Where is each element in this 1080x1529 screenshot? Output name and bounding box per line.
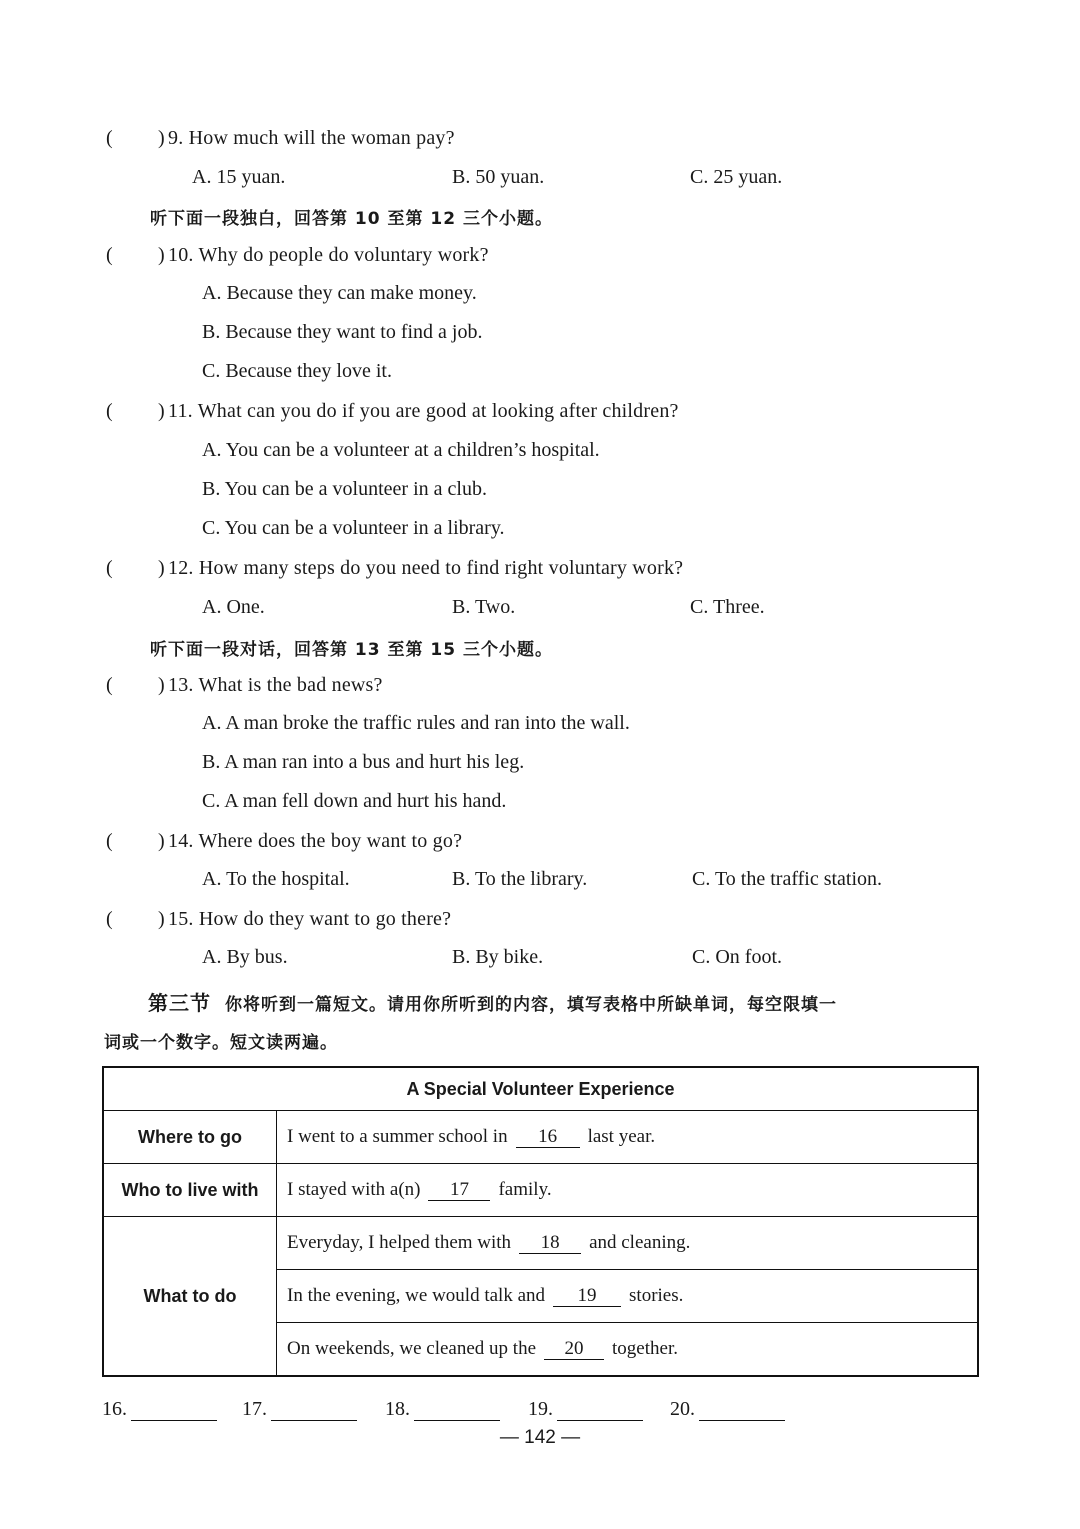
answer-blank-18[interactable]: 18. — [385, 1398, 500, 1421]
answer-paren-close: ) — [158, 830, 165, 852]
blank-16: 16 — [516, 1127, 580, 1148]
question-number: 15 — [168, 908, 189, 930]
option-a: A. To the hospital. — [202, 868, 350, 890]
option-b: B. By bike. — [452, 946, 544, 968]
answer-paren-close: ) — [158, 127, 165, 149]
table-row: In the evening, we would talk and 19 stories. — [277, 1270, 979, 1323]
option-b: B. To the library. — [452, 868, 588, 890]
option-a: A. A man broke the traffic rules and ran into the wall. — [202, 712, 630, 734]
option-a: A. Because they can make money. — [202, 282, 477, 304]
option-b: B. Because they want to find a job. — [202, 321, 483, 343]
option-b: B. Two. — [452, 596, 516, 618]
question-number: 13 — [168, 674, 189, 696]
answer-paren-open: ( — [106, 674, 113, 696]
section3-title: 第三节 — [148, 991, 211, 1015]
option-a: A. You can be a volunteer at a children’s hospital. — [202, 439, 600, 461]
section3-text1: 你将听到一篇短文。请用你所听到的内容，填写表格中所缺单词，每空限填一 — [225, 995, 837, 1015]
question-number: 9 — [168, 127, 179, 149]
question-number: 10 — [168, 244, 189, 266]
option-c: C. A man fell down and hurt his hand. — [202, 790, 507, 812]
answer-blank-17[interactable]: 17. — [242, 1398, 357, 1421]
option-c: C. On foot. — [692, 946, 782, 968]
option-b: B. 50 yuan. — [452, 166, 545, 188]
blank-19: 19 — [553, 1286, 621, 1307]
option-a: A. By bus. — [202, 946, 288, 968]
answer-paren-close: ) — [158, 674, 165, 696]
option-a: A. 15 yuan. — [192, 166, 286, 188]
table-row: Everyday, I helped them with 18 and cleaning. — [277, 1217, 979, 1270]
answer-paren-open: ( — [106, 127, 113, 149]
blank-18: 18 — [519, 1233, 581, 1254]
question-text: How much will the woman pay? — [188, 127, 455, 149]
volunteer-table — [102, 1066, 979, 1377]
blank-20: 20 — [544, 1339, 604, 1360]
answer-paren-open: ( — [106, 830, 113, 852]
question-text: Where does the boy want to go? — [198, 830, 463, 852]
answer-paren-open: ( — [106, 244, 113, 266]
option-c: C. Three. — [690, 596, 765, 618]
answer-blank-19[interactable]: 19. — [528, 1398, 643, 1421]
label-where-to-go: Where to go — [103, 1111, 277, 1164]
option-c: C. To the traffic station. — [692, 868, 883, 890]
option-c: C. Because they love it. — [202, 360, 392, 382]
question-text: What can you do if you are good at looking after children? — [197, 400, 679, 422]
instruction-dialogue: 听下面一段对话，回答第 13 至第 15 三个小题。 — [150, 640, 553, 660]
answer-paren-open: ( — [106, 400, 113, 422]
answer-paren-open: ( — [106, 908, 113, 930]
question-number: 14 — [168, 830, 189, 852]
option-a: A. One. — [202, 596, 265, 618]
question-text: Why do people do voluntary work? — [198, 244, 489, 266]
option-c: C. You can be a volunteer in a library. — [202, 517, 505, 539]
question-number: 12 — [168, 557, 189, 579]
label-who-to-live-with: Who to live with — [103, 1164, 277, 1217]
answer-paren-open: ( — [106, 557, 113, 579]
blank-17: 17 — [428, 1180, 490, 1201]
option-b: B. A man ran into a bus and hurt his leg. — [202, 751, 525, 773]
section3-line1 — [148, 987, 837, 1016]
question-text: What is the bad news? — [198, 674, 383, 696]
question-number: 11 — [168, 400, 188, 422]
instruction-monologue: 听下面一段独白，回答第 10 至第 12 三个小题。 — [150, 209, 553, 229]
label-what-to-do: What to do — [103, 1217, 277, 1377]
option-b: B. You can be a volunteer in a club. — [202, 478, 487, 500]
answer-blank-20[interactable]: 20. — [670, 1398, 785, 1421]
answer-paren-close: ) — [158, 557, 165, 579]
table-row: I stayed with a(n) 17 family. — [277, 1164, 979, 1217]
question-text: How many steps do you need to find right voluntary work? — [198, 557, 684, 579]
section3-text2: 词或一个数字。短文读两遍。 — [104, 1033, 338, 1053]
answer-blank-16[interactable]: 16. — [102, 1398, 217, 1421]
answer-paren-close: ) — [158, 244, 165, 266]
answer-paren-close: ) — [158, 908, 165, 930]
question-text: How do they want to go there? — [198, 908, 452, 930]
table-row: On weekends, we cleaned up the 20 together. — [277, 1323, 979, 1377]
table-title: A Special Volunteer Experience — [103, 1067, 978, 1111]
answer-paren-close: ) — [158, 400, 165, 422]
option-c: C. 25 yuan. — [690, 166, 783, 188]
page-number: — 142 — — [499, 1427, 581, 1448]
table-row: I went to a summer school in 16 last year. — [277, 1111, 979, 1164]
